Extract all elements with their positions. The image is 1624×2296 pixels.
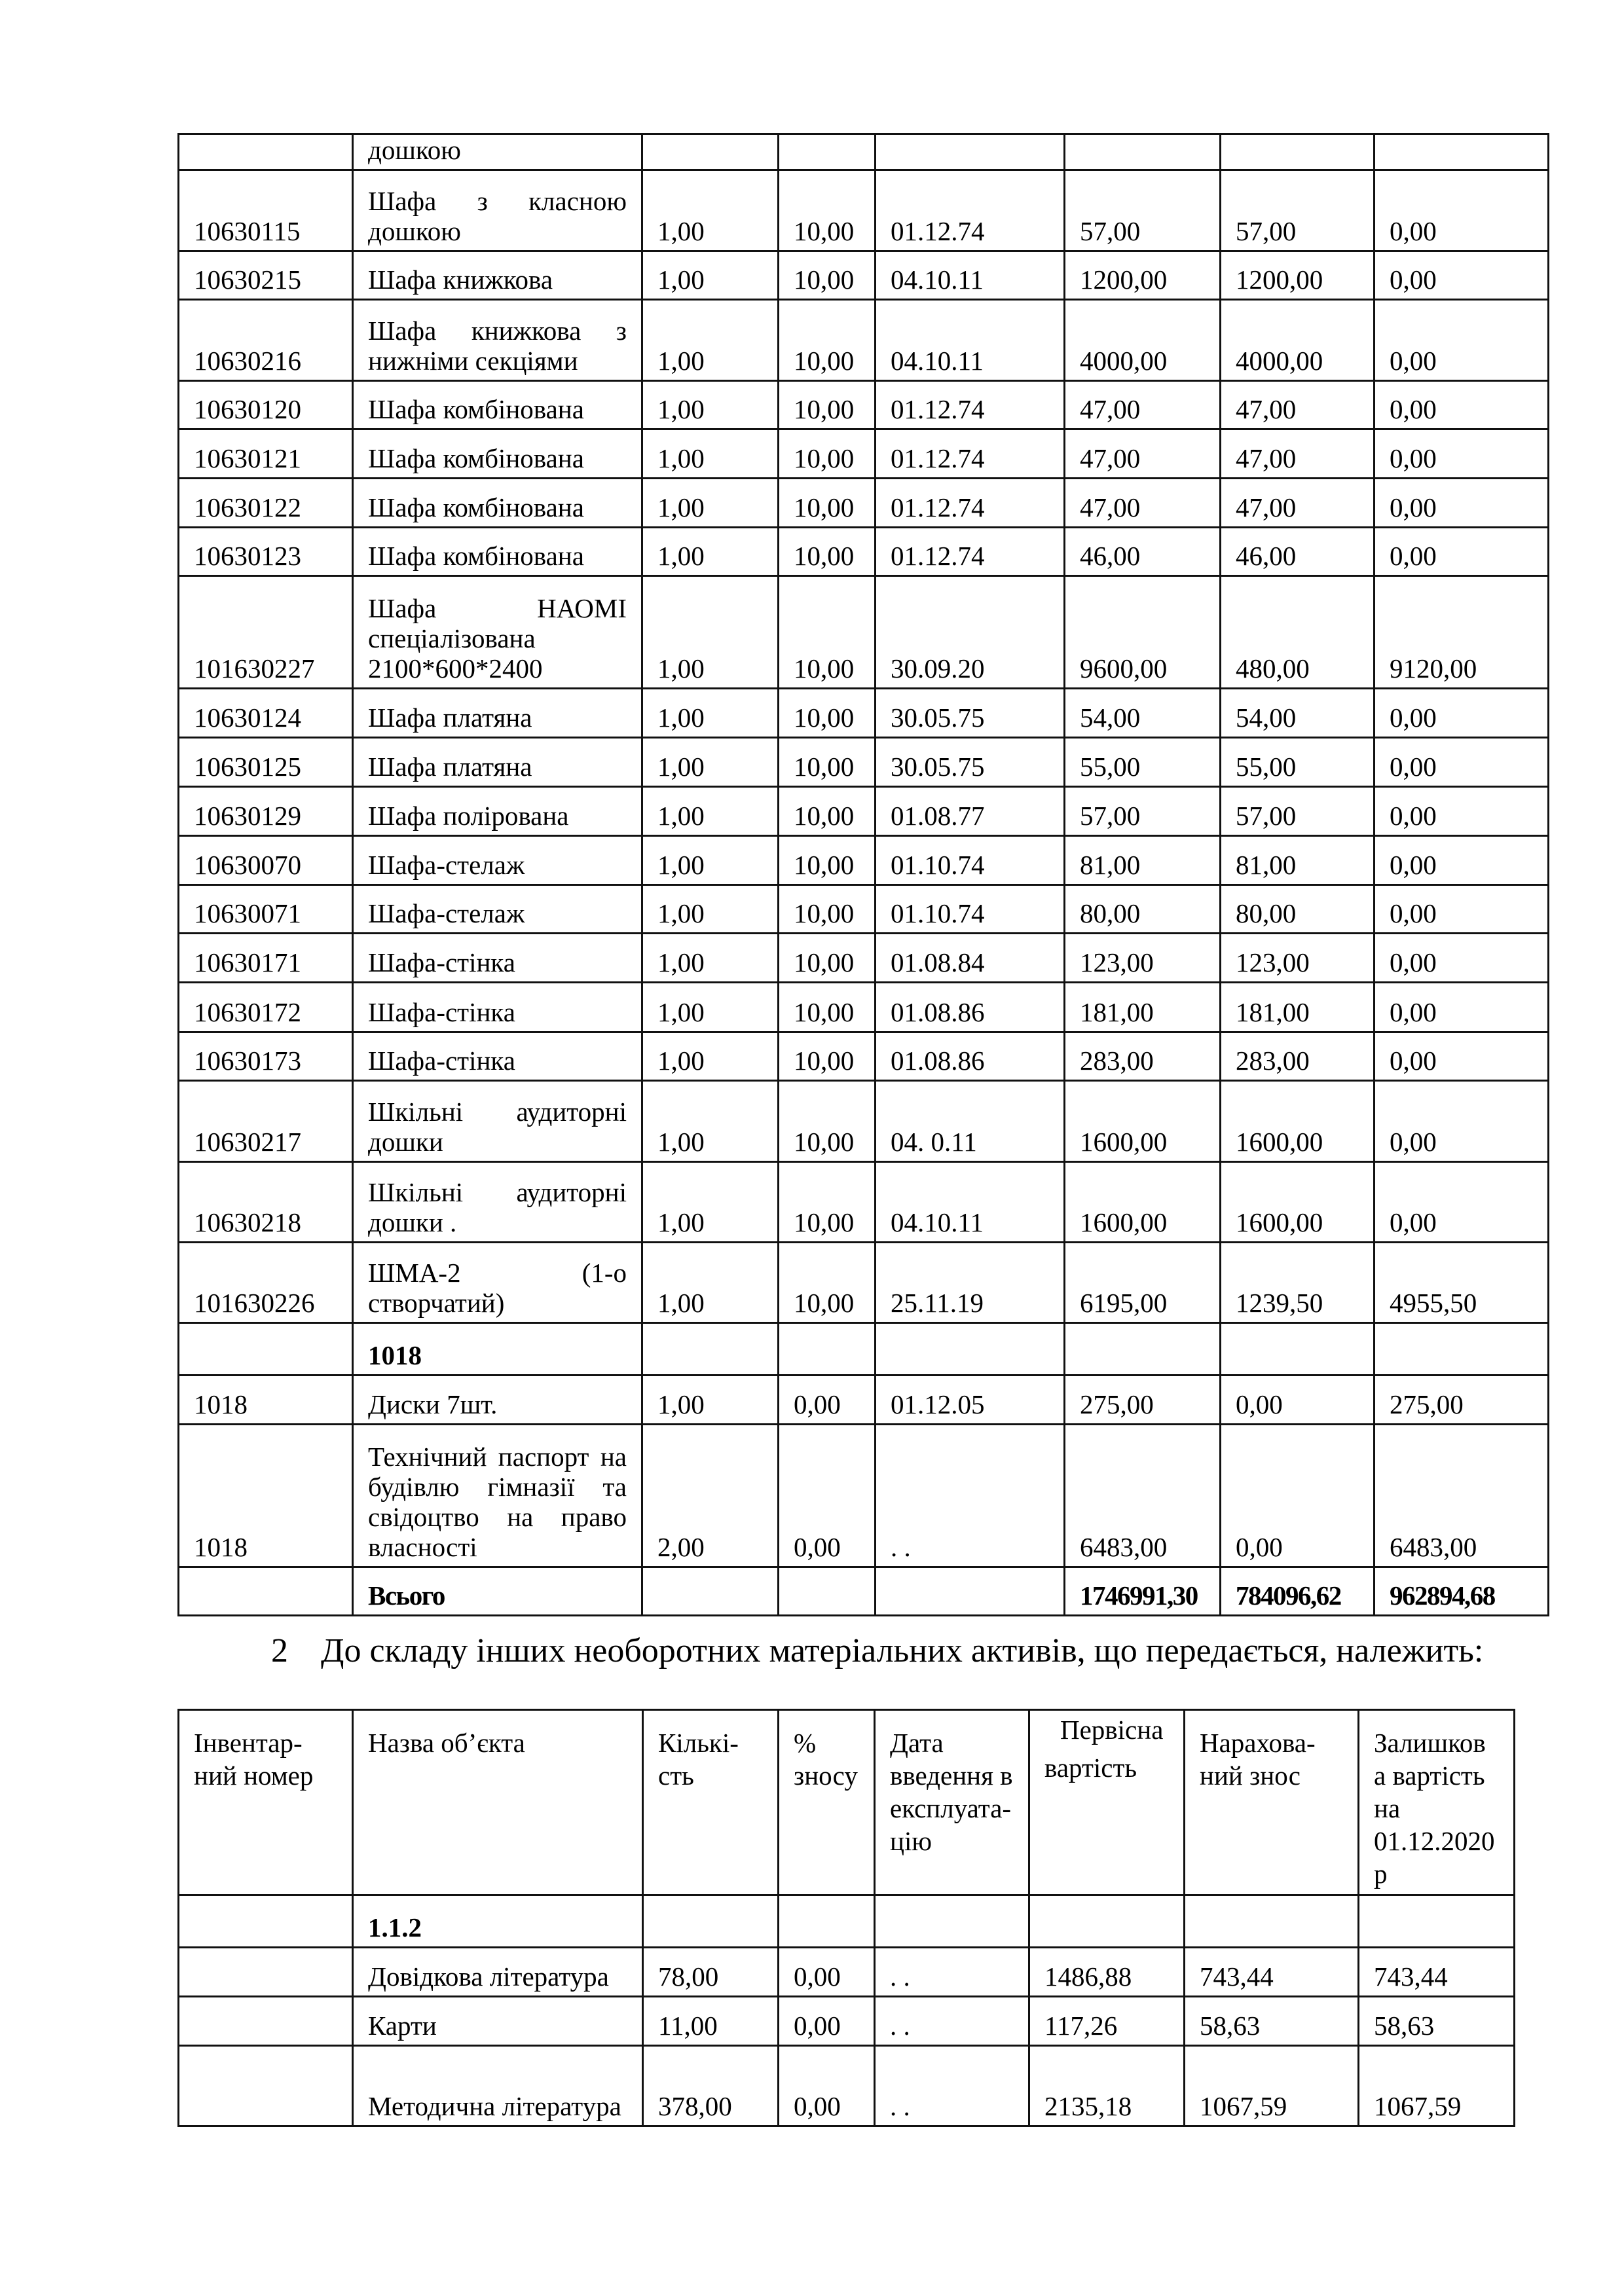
cell-depreciation-percent: 10,00 [779, 381, 876, 429]
cell-accrued-depreciation: 47,00 [1221, 479, 1375, 528]
cell-initial-value: 4000,00 [1065, 300, 1221, 381]
cell-initial-value: 1600,00 [1065, 1162, 1221, 1243]
cell-depreciation-percent: 10,00 [779, 787, 876, 836]
cell-quantity: 78,00 [643, 1948, 779, 1997]
cell-initial-value: 47,00 [1065, 381, 1221, 429]
cell-initial-value: 1600,00 [1065, 1081, 1221, 1162]
cell-residual-value: 743,44 [1359, 1948, 1515, 1997]
cell-residual-value: 9120,00 [1375, 576, 1549, 689]
cell-object-name: Шафа НАОМІ спеціалізована 2100*600*2400 [353, 576, 642, 689]
cell-residual-value: 0,00 [1375, 885, 1549, 934]
cell-residual-value: 0,00 [1375, 689, 1549, 738]
cell-object-name: Шафа-стінка [353, 1032, 642, 1081]
table-row [179, 836, 1549, 885]
header-inventory-number: Інвентар-ний номер [179, 1710, 353, 1895]
cell-initial-value: 123,00 [1065, 934, 1221, 983]
table-row [179, 381, 1549, 429]
cell-inventory-number: 101630227 [179, 576, 353, 689]
cell-object-name: Диски 7шт. [353, 1376, 642, 1425]
cell-quantity: 1,00 [642, 1081, 779, 1162]
cell-inventory-number: 10630217 [179, 1081, 353, 1162]
cell-accrued-depreciation: 123,00 [1221, 934, 1375, 983]
cell-object-name: Методична література [353, 2046, 643, 2126]
cell-residual-value: 6483,00 [1375, 1425, 1549, 1567]
cell-inventory-number: 10630121 [179, 429, 353, 479]
cell-residual-value: 0,00 [1375, 1032, 1549, 1081]
totals-initial-value: 1746991,30 [1065, 1567, 1221, 1616]
cell-depreciation-percent: 10,00 [779, 885, 876, 934]
cell-object-name: Шкільні аудиторні дошки [353, 1081, 642, 1162]
cell-inventory-number: 10630071 [179, 885, 353, 934]
section-heading [271, 1631, 1483, 1671]
cell-initial-value: 181,00 [1065, 983, 1221, 1032]
cell-accrued-depreciation: 55,00 [1221, 738, 1375, 787]
cell-residual-value: 0,00 [1375, 170, 1549, 251]
empty-cell [179, 1895, 353, 1948]
cell-initial-value: 2135,18 [1029, 2046, 1185, 2126]
cell-accrued-depreciation: 0,00 [1221, 1376, 1375, 1425]
cell-inventory-number: 10630216 [179, 300, 353, 381]
table-row [179, 300, 1549, 381]
cell-commission-date: 01.12.74 [876, 528, 1065, 576]
header-residual-value: Залишков а вартість на 01.12.2020 р [1359, 1710, 1515, 1895]
cell-object-name: Шафа книжкова з нижніми секціями [353, 300, 642, 381]
cell-commission-date [876, 1323, 1065, 1376]
cell-accrued-depreciation: 1239,50 [1221, 1243, 1375, 1323]
cell-residual-value: 0,00 [1375, 836, 1549, 885]
cell-accrued-depreciation [1221, 1323, 1375, 1376]
table-row [179, 738, 1549, 787]
cell-commission-date: 04.10.11 [876, 251, 1065, 300]
table-row [179, 1243, 1549, 1323]
cell-quantity: 1,00 [642, 1243, 779, 1323]
totals-label: Всього [353, 1567, 642, 1616]
cell-object-name: Довідкова література [353, 1948, 643, 1997]
cell-commission-date: 01.10.74 [876, 836, 1065, 885]
table-row [179, 1032, 1549, 1081]
cell-accrued-depreciation: 57,00 [1221, 787, 1375, 836]
table-row [179, 1997, 1515, 2046]
cell-commission-date: . . [875, 1997, 1029, 2046]
table-row [179, 1948, 1515, 1997]
cell-inventory-number [179, 134, 353, 170]
cell-inventory-number: 10630172 [179, 983, 353, 1032]
cell-initial-value: 9600,00 [1065, 576, 1221, 689]
cell-object-name: Шафа комбінована [353, 528, 642, 576]
table-row [179, 528, 1549, 576]
cell-depreciation-percent: 10,00 [779, 934, 876, 983]
header-commission-date: Дата введення в експлуата-цію [875, 1710, 1029, 1895]
cell-accrued-depreciation: 1200,00 [1221, 251, 1375, 300]
table-row [179, 576, 1549, 689]
cell-accrued-depreciation: 54,00 [1221, 689, 1375, 738]
cell-residual-value: 0,00 [1375, 983, 1549, 1032]
cell-object-name: Технічний паспорт на будівлю гімназії та свідоцтво на право власності [353, 1425, 642, 1567]
cell-initial-value: 54,00 [1065, 689, 1221, 738]
cell-initial-value: 80,00 [1065, 885, 1221, 934]
cell-depreciation-percent: 0,00 [779, 1425, 876, 1567]
header-initial-value-line2: вартість [1044, 1753, 1137, 1783]
cell-commission-date: 01.08.86 [876, 1032, 1065, 1081]
totals-depreciation: 784096,62 [1221, 1567, 1375, 1616]
cell-inventory-number: 10630123 [179, 528, 353, 576]
section-code: 1.1.2 [353, 1895, 643, 1948]
cell-depreciation-percent: 0,00 [779, 1376, 876, 1425]
cell-residual-value: 0,00 [1375, 787, 1549, 836]
cell-accrued-depreciation: 1067,59 [1185, 2046, 1359, 2126]
cell-depreciation-percent [779, 1323, 876, 1376]
cell-initial-value: 57,00 [1065, 170, 1221, 251]
cell-quantity: 1,00 [642, 983, 779, 1032]
header-initial-value [1029, 1710, 1185, 1895]
cell-residual-value: 0,00 [1375, 738, 1549, 787]
cell-accrued-depreciation: 1600,00 [1221, 1162, 1375, 1243]
cell-quantity: 1,00 [642, 479, 779, 528]
cell-depreciation-percent: 10,00 [779, 300, 876, 381]
totals-row [179, 1567, 1549, 1616]
cell-object-name: Шафа комбінована [353, 381, 642, 429]
cell-depreciation-percent: 10,00 [779, 528, 876, 576]
section-row [179, 1895, 1515, 1948]
cell-depreciation-percent: 10,00 [779, 251, 876, 300]
cell-depreciation-percent: 0,00 [779, 2046, 875, 2126]
cell-accrued-depreciation: 4000,00 [1221, 300, 1375, 381]
cell-quantity: 1,00 [642, 836, 779, 885]
table-row [179, 1081, 1549, 1162]
cell-quantity: 1,00 [642, 689, 779, 738]
cell-accrued-depreciation: 283,00 [1221, 1032, 1375, 1081]
cell-residual-value: 1067,59 [1359, 2046, 1515, 2126]
cell-accrued-depreciation: 80,00 [1221, 885, 1375, 934]
cell-residual-value [1375, 134, 1549, 170]
cell-commission-date: 01.12.74 [876, 479, 1065, 528]
table-row [179, 1162, 1549, 1243]
cell-object-name: Шкільні аудиторні дошки . [353, 1162, 642, 1243]
cell-depreciation-percent: 10,00 [779, 983, 876, 1032]
cell-commission-date: 04. 0.11 [876, 1081, 1065, 1162]
cell-commission-date: 01.08.84 [876, 934, 1065, 983]
cell-object-name: 1018 [353, 1323, 642, 1376]
cell-accrued-depreciation: 0,00 [1221, 1425, 1375, 1567]
cell-commission-date: 25.11.19 [876, 1243, 1065, 1323]
cell-initial-value: 1486,88 [1029, 1948, 1185, 1997]
cell-object-name: Шафа комбінована [353, 479, 642, 528]
cell-inventory-number: 10630173 [179, 1032, 353, 1081]
cell-residual-value: 275,00 [1375, 1376, 1549, 1425]
cell-residual-value: 0,00 [1375, 429, 1549, 479]
cell-depreciation-percent: 10,00 [779, 738, 876, 787]
totals-inv-cell [179, 1567, 353, 1616]
cell-inventory-number: 10630070 [179, 836, 353, 885]
cell-initial-value [1065, 134, 1221, 170]
cell-inventory-number [179, 1997, 353, 2046]
cell-object-name: Шафа з класною дошкою [353, 170, 642, 251]
table-row [179, 1376, 1549, 1425]
cell-depreciation-percent: 10,00 [779, 1243, 876, 1323]
cell-commission-date: 01.10.74 [876, 885, 1065, 934]
cell-residual-value: 4955,50 [1375, 1243, 1549, 1323]
empty-cell [1359, 1895, 1515, 1948]
header-initial-value-line1: Первісна [1060, 1715, 1164, 1745]
table-row [179, 983, 1549, 1032]
cell-quantity: 1,00 [642, 300, 779, 381]
cell-quantity [642, 1323, 779, 1376]
cell-inventory-number: 10630129 [179, 787, 353, 836]
cell-quantity: 1,00 [642, 381, 779, 429]
cell-initial-value: 46,00 [1065, 528, 1221, 576]
cell-accrued-depreciation: 480,00 [1221, 576, 1375, 689]
cell-accrued-depreciation: 181,00 [1221, 983, 1375, 1032]
cell-inventory-number: 10630171 [179, 934, 353, 983]
cell-quantity: 1,00 [642, 934, 779, 983]
totals-residual-value: 962894,68 [1375, 1567, 1549, 1616]
cell-object-name: Шафа платяна [353, 738, 642, 787]
table-row [179, 251, 1549, 300]
cell-commission-date: 01.12.05 [876, 1376, 1065, 1425]
section-number: 2 [271, 1632, 288, 1669]
table-row [179, 689, 1549, 738]
table-row [179, 134, 1549, 170]
cell-quantity: 1,00 [642, 576, 779, 689]
cell-accrued-depreciation: 47,00 [1221, 429, 1375, 479]
cell-inventory-number: 10630218 [179, 1162, 353, 1243]
header-quantity: Кількі-сть [643, 1710, 779, 1895]
cell-accrued-depreciation: 81,00 [1221, 836, 1375, 885]
table-row [179, 1425, 1549, 1567]
cell-accrued-depreciation [1221, 134, 1375, 170]
cell-depreciation-percent: 10,00 [779, 836, 876, 885]
cell-commission-date: 30.09.20 [876, 576, 1065, 689]
cell-initial-value: 81,00 [1065, 836, 1221, 885]
empty-cell [779, 1895, 875, 1948]
cell-initial-value: 47,00 [1065, 429, 1221, 479]
cell-quantity: 1,00 [642, 738, 779, 787]
cell-residual-value: 0,00 [1375, 251, 1549, 300]
cell-quantity: 1,00 [642, 787, 779, 836]
cell-depreciation-percent: 0,00 [779, 1997, 875, 2046]
cell-accrued-depreciation: 743,44 [1185, 1948, 1359, 1997]
header-object-name: Назва об’єкта [353, 1710, 643, 1895]
cell-depreciation-percent: 10,00 [779, 576, 876, 689]
cell-depreciation-percent: 10,00 [779, 1032, 876, 1081]
cell-commission-date: 01.12.74 [876, 170, 1065, 251]
cell-depreciation-percent: 10,00 [779, 1081, 876, 1162]
cell-quantity: 1,00 [642, 170, 779, 251]
cell-object-name: дошкою [353, 134, 642, 170]
cell-inventory-number [179, 1948, 353, 1997]
cell-residual-value: 0,00 [1375, 1162, 1549, 1243]
empty-cell [876, 1567, 1065, 1616]
header-depreciation-percent: % зносу [779, 1710, 875, 1895]
header-row [179, 1710, 1515, 1895]
cell-object-name: Шафа комбінована [353, 429, 642, 479]
cell-initial-value: 6195,00 [1065, 1243, 1221, 1323]
cell-quantity: 11,00 [643, 1997, 779, 2046]
cell-quantity: 1,00 [642, 1162, 779, 1243]
cell-depreciation-percent: 0,00 [779, 1948, 875, 1997]
cell-initial-value: 55,00 [1065, 738, 1221, 787]
cell-quantity: 1,00 [642, 1376, 779, 1425]
cell-object-name: Шафа книжкова [353, 251, 642, 300]
empty-cell [1029, 1895, 1185, 1948]
cell-initial-value: 47,00 [1065, 479, 1221, 528]
section-title: До складу інших необоротних матеріальних активів, що передається, належить: [321, 1632, 1484, 1669]
cell-accrued-depreciation: 58,63 [1185, 1997, 1359, 2046]
cell-quantity: 1,00 [642, 528, 779, 576]
cell-depreciation-percent: 10,00 [779, 479, 876, 528]
empty-cell [643, 1895, 779, 1948]
cell-quantity: 378,00 [643, 2046, 779, 2126]
cell-quantity: 1,00 [642, 251, 779, 300]
table-row [179, 885, 1549, 934]
cell-residual-value: 0,00 [1375, 479, 1549, 528]
cell-commission-date: . . [875, 2046, 1029, 2126]
cell-object-name: ШМА-2 (1-о створчатий) [353, 1243, 642, 1323]
cell-initial-value: 1200,00 [1065, 251, 1221, 300]
cell-initial-value: 275,00 [1065, 1376, 1221, 1425]
cell-initial-value: 117,26 [1029, 1997, 1185, 2046]
cell-commission-date: 01.08.77 [876, 787, 1065, 836]
cell-inventory-number: 10630122 [179, 479, 353, 528]
cell-residual-value: 0,00 [1375, 300, 1549, 381]
cell-commission-date: 01.08.86 [876, 983, 1065, 1032]
cell-residual-value: 0,00 [1375, 934, 1549, 983]
table-row [179, 787, 1549, 836]
table-row [179, 934, 1549, 983]
cell-accrued-depreciation: 1600,00 [1221, 1081, 1375, 1162]
cell-residual-value: 0,00 [1375, 528, 1549, 576]
cell-residual-value [1375, 1323, 1549, 1376]
cell-commission-date: . . [876, 1425, 1065, 1567]
cell-commission-date: 30.05.75 [876, 689, 1065, 738]
cell-commission-date: 01.12.74 [876, 381, 1065, 429]
cell-accrued-depreciation: 47,00 [1221, 381, 1375, 429]
cell-initial-value: 6483,00 [1065, 1425, 1221, 1567]
empty-cell [642, 1567, 779, 1616]
empty-cell [1185, 1895, 1359, 1948]
cell-inventory-number: 10630125 [179, 738, 353, 787]
cell-inventory-number: 1018 [179, 1376, 353, 1425]
empty-cell [875, 1895, 1029, 1948]
cell-object-name: Шафа платяна [353, 689, 642, 738]
cell-residual-value: 0,00 [1375, 1081, 1549, 1162]
cell-quantity: 1,00 [642, 885, 779, 934]
cell-commission-date: 30.05.75 [876, 738, 1065, 787]
cell-object-name: Шафа-стелаж [353, 836, 642, 885]
cell-inventory-number [179, 2046, 353, 2126]
cell-inventory-number [179, 1323, 353, 1376]
cell-quantity: 1,00 [642, 1032, 779, 1081]
cell-residual-value: 58,63 [1359, 1997, 1515, 2046]
cell-object-name: Шафа-стелаж [353, 885, 642, 934]
table-row [179, 479, 1549, 528]
cell-accrued-depreciation: 46,00 [1221, 528, 1375, 576]
cell-depreciation-percent: 10,00 [779, 689, 876, 738]
cell-residual-value: 0,00 [1375, 381, 1549, 429]
other-assets-table [177, 1709, 1515, 2127]
cell-depreciation-percent [779, 134, 876, 170]
cell-initial-value: 283,00 [1065, 1032, 1221, 1081]
cell-inventory-number: 10630215 [179, 251, 353, 300]
cell-commission-date: 04.10.11 [876, 300, 1065, 381]
cell-commission-date: 01.12.74 [876, 429, 1065, 479]
cell-object-name: Шафа полірована [353, 787, 642, 836]
cell-quantity: 1,00 [642, 429, 779, 479]
cell-accrued-depreciation: 57,00 [1221, 170, 1375, 251]
header-accrued-depreciation: Нарахова-ний знос [1185, 1710, 1359, 1895]
empty-cell [779, 1567, 876, 1616]
cell-quantity: 2,00 [642, 1425, 779, 1567]
cell-initial-value [1065, 1323, 1221, 1376]
assets-table [177, 133, 1549, 1616]
cell-inventory-number: 10630115 [179, 170, 353, 251]
table-row [179, 170, 1549, 251]
cell-depreciation-percent: 10,00 [779, 170, 876, 251]
cell-commission-date: . . [875, 1948, 1029, 1997]
cell-object-name: Шафа-стінка [353, 983, 642, 1032]
cell-inventory-number: 101630226 [179, 1243, 353, 1323]
cell-commission-date [876, 134, 1065, 170]
cell-object-name: Шафа-стінка [353, 934, 642, 983]
cell-quantity [642, 134, 779, 170]
cell-inventory-number: 10630120 [179, 381, 353, 429]
cell-inventory-number: 1018 [179, 1425, 353, 1567]
table-row [179, 429, 1549, 479]
table-row [179, 2046, 1515, 2126]
cell-depreciation-percent: 10,00 [779, 1162, 876, 1243]
cell-inventory-number: 10630124 [179, 689, 353, 738]
cell-initial-value: 57,00 [1065, 787, 1221, 836]
cell-object-name: Карти [353, 1997, 643, 2046]
table-row [179, 1323, 1549, 1376]
cell-commission-date: 04.10.11 [876, 1162, 1065, 1243]
cell-depreciation-percent: 10,00 [779, 429, 876, 479]
